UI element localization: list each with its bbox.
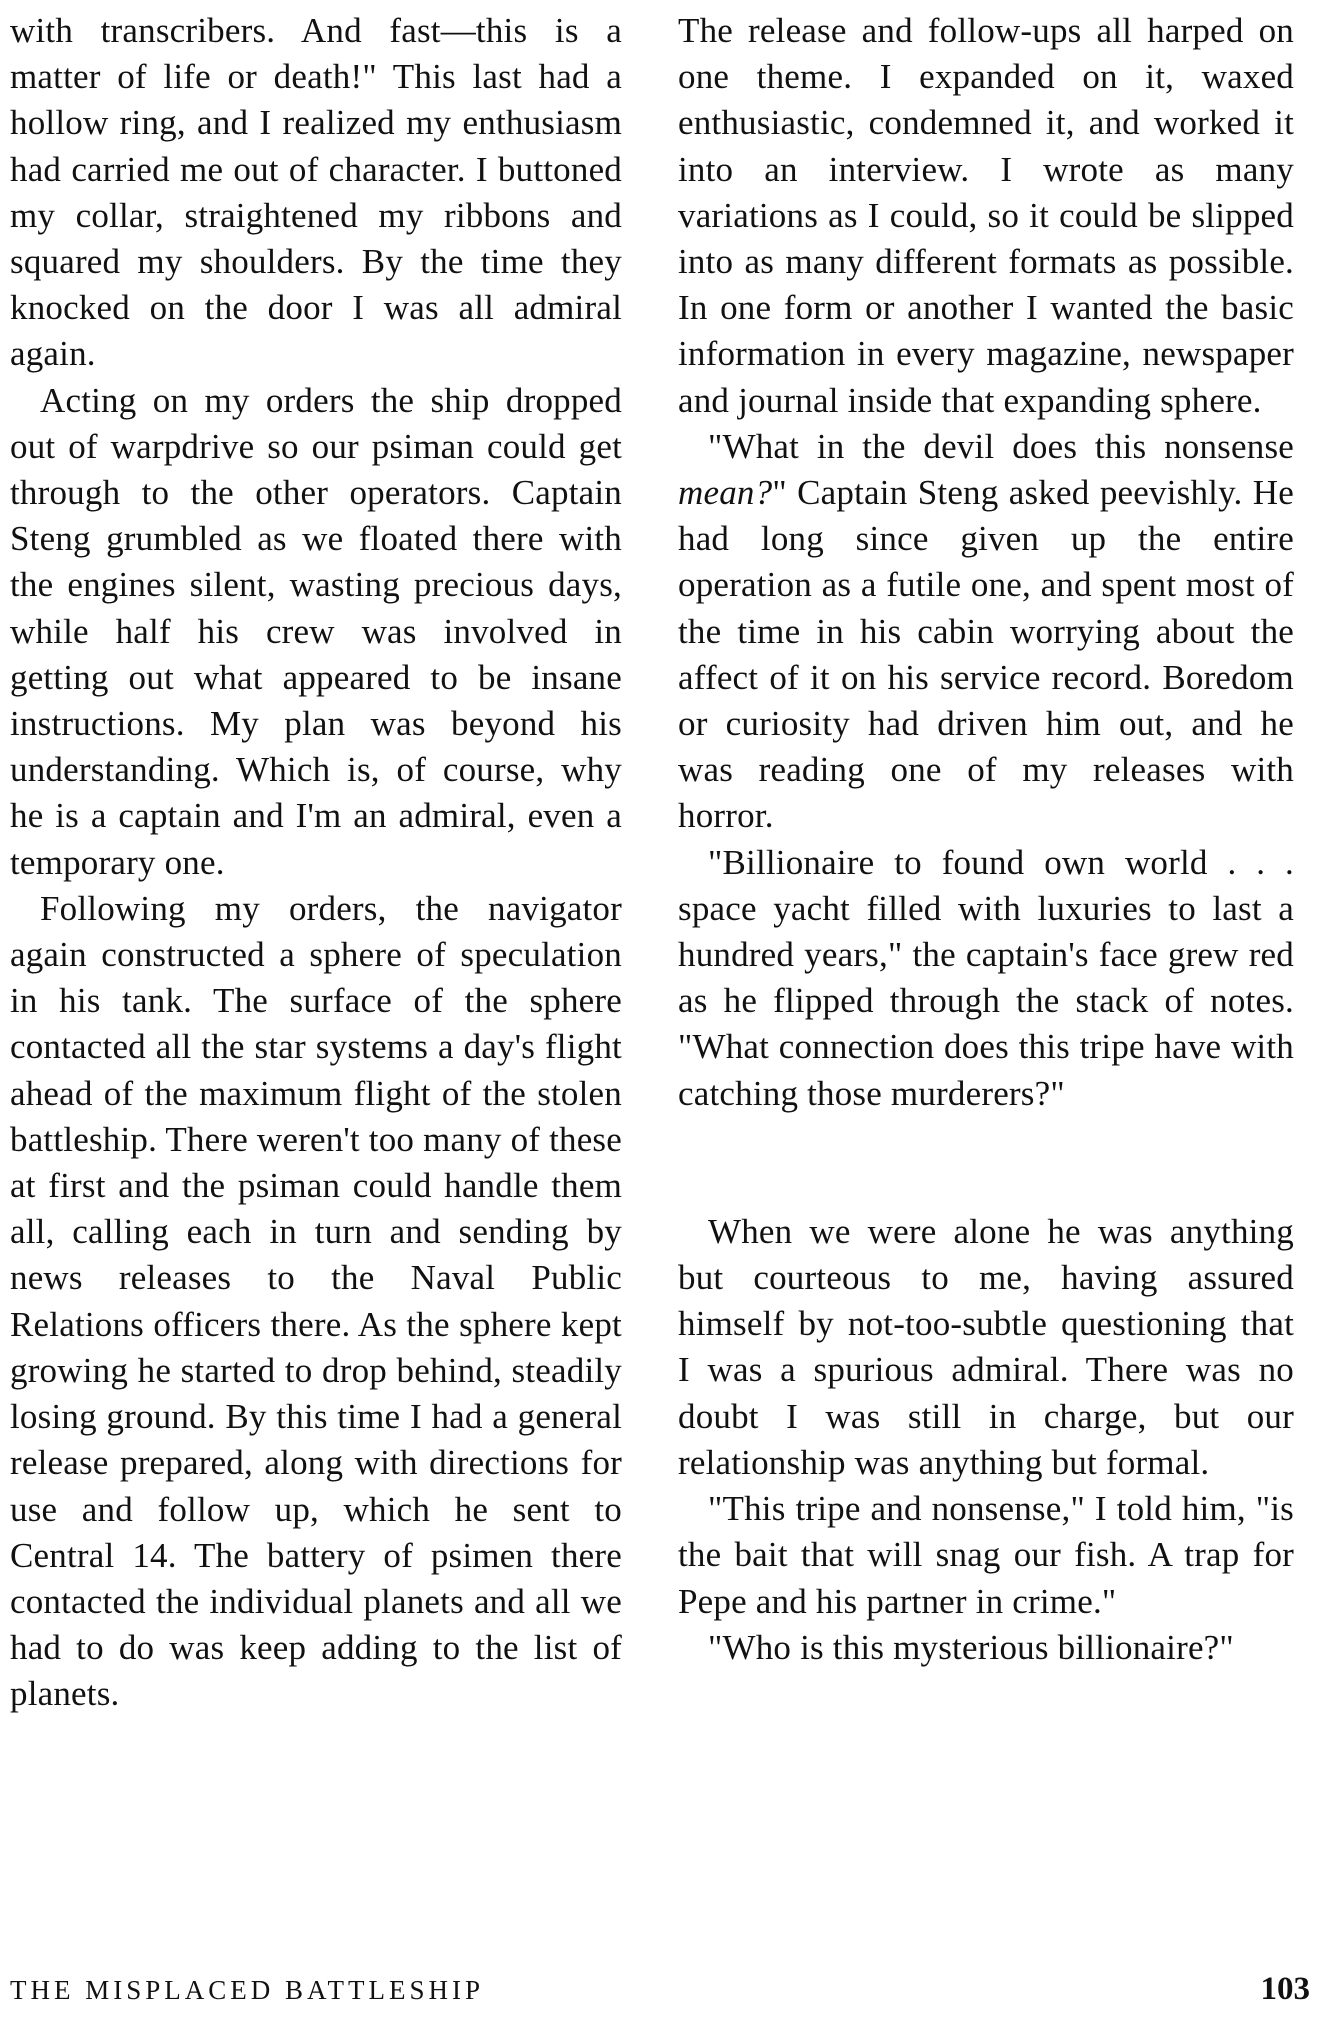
emphasized-word: mean? (678, 473, 773, 513)
paragraph: "Who is this mysterious billionaire?" (708, 1627, 1234, 1667)
running-title: THE MISPLACED BATTLESHIP (10, 1975, 485, 2005)
left-text-column (10, 8, 622, 1718)
page-footer (10, 1971, 1310, 2015)
paragraph: "This tripe and nonsense," I told him, "is the bait that will snag our fish. A trap for Pepe and his partner in crime." (678, 1489, 1294, 1621)
page-number: 103 (1260, 1971, 1310, 2007)
question-rest: " Captain Steng asked peevishly. He had long since given up the entire operation as a futile one, and spent most of the time in his cabin worrying about the affect of it on his service record. Boredom or curiosity had driven him out, and he was reading one of my releases with horror. (678, 473, 1294, 836)
paragraph: with transcribers. And fast—this is a matter of life or death!" This last had a hollow ring, and I realized my enthusiasm had carried me out of character. I buttoned my collar, straightened my ribbons and squared my shoulders. By the time they knocked on the door I was all admiral again. (10, 11, 622, 374)
paragraph-question (678, 424, 1294, 840)
question-lead: "What in the devil does this nonsense (708, 426, 1294, 466)
paragraph: The release and follow-ups all harped on one theme. I expanded on it, waxed enthusiastic, condemned it, and worked it into an interview. I wrote as many variations as I could, so it could be slipped into as many different formats as possible. In one form or another I wanted the basic information in every magazine, newspaper and journal inside that expanding sphere. (678, 11, 1294, 420)
right-text-column (678, 8, 1294, 1671)
paragraph: Following my orders, the navigator again constructed a sphere of speculation in his tank. The surface of the sphere contacted all the star systems a day's flight ahead of the maximum flight of the stolen battleship. There weren't too many of these at first and the psiman could handle them all, calling each in turn and sending by news releases to the Naval Public Relations officers there. As the sphere kept growing he started to drop behind, steadily losing ground. By this time I had a general release prepared, along with directions for use and follow up, which he sent to Central 14. The battery of psimen there contacted the individual planets and all we had to do was keep adding to the list of planets. (10, 888, 622, 1714)
paragraph: "Billionaire to found own world . . . space yacht filled with luxuries to last a hundred years," the captain's face grew red as he flipped through the stack of notes. "What connection does this tripe have with catching those murderers?" (678, 842, 1294, 1113)
paragraph: When we were alone he was anything but courteous to me, having assured himself by not-too-subtle questioning that I was a spurious admiral. There was no doubt I was still in charge, but our relationship was anything but formal. (678, 1211, 1294, 1482)
paragraph: Acting on my orders the ship dropped out of warpdrive so our psiman could get through to the other operators. Captain Steng grumbled as we floated there with the engines silent, wasting precious days, while half his crew was involved in getting out what appeared to be insane instructions. My plan was beyond his understanding. Which is, of course, why he is a captain and I'm an admiral, even a temporary one. (10, 380, 622, 882)
